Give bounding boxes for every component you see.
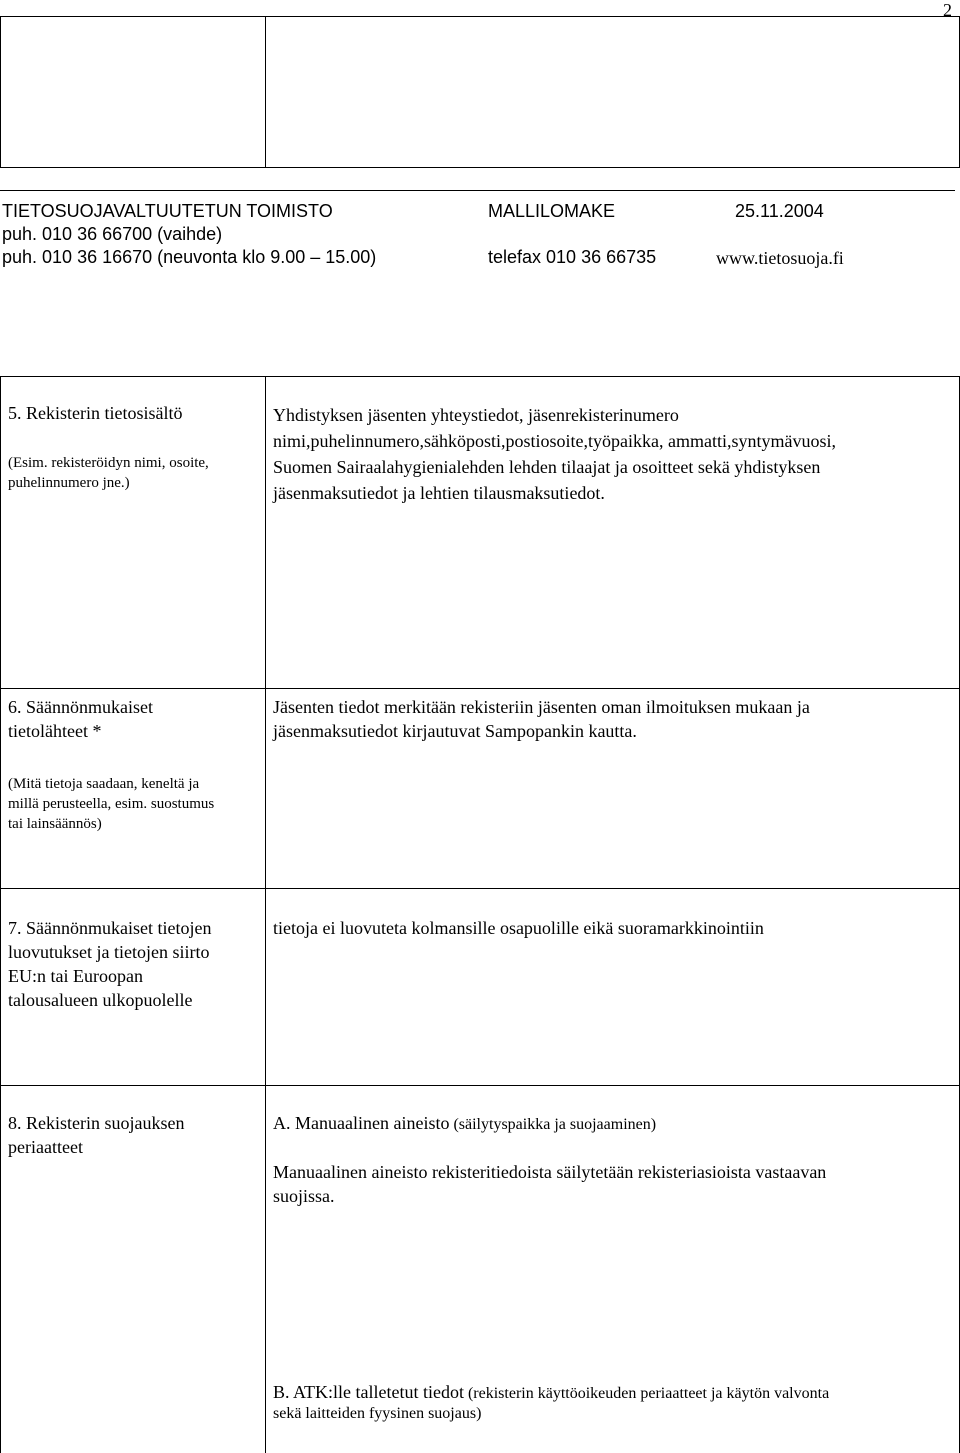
section-5-content: Yhdistyksen jäsenten yhteystiedot, jäsenrekisterinumero nimi,puhelinnumero,sähköposti,postiosoite,työpaikka, ammatti,syntymävuosi, Suomen Sairaalahygienialehden lehden tilaajat ja osoitteet sekä yhdistyksen jäsenmaksutiedot ja lehtien tilausmaksutiedot. [273, 405, 836, 503]
section-7-title: 7. Säännönmukaiset tietojen luovutukset ja tietojen siirto EU:n tai Euroopan talousalueen ulkopuolelle [8, 918, 212, 1010]
form-date: 25.11.2004 [735, 201, 824, 221]
section-8-title: 8. Rekisterin suojauksen periaatteet [8, 1113, 185, 1157]
header-rule [0, 190, 955, 191]
section-6-content: Jäsenten tiedot merkitään rekisteriin jäsenten oman ilmoituksen mukaan ja jäsenmaksutiedot kirjautuvat Sampopankin kautta. [273, 697, 810, 741]
form-type: MALLILOMAKE [488, 201, 616, 221]
fax-number: telefax 010 36 66735 [488, 247, 657, 267]
phone-advice: puh. 010 36 16670 (neuvonta klo 9.00 – 15.00) [2, 247, 377, 267]
top-empty-box [0, 16, 960, 168]
website-link[interactable]: www.tietosuoja.fi [716, 248, 844, 268]
page-number: 2 [943, 0, 952, 20]
row-divider-6-7 [0, 888, 960, 889]
register-table [0, 376, 960, 1453]
top-box-divider [265, 16, 266, 168]
table-column-divider [265, 376, 266, 1453]
row-divider-5-6 [0, 688, 960, 689]
section-7-content: tietoja ei luovuteta kolmansille osapuolille eikä suoramarkkinointiin [273, 918, 764, 938]
office-name: TIETOSUOJAVALTUUTETUN TOIMISTO [2, 201, 333, 221]
section-8-part-a-content: Manuaalinen aineisto rekisteritiedoista säilytetään rekisteriasioista vastaavan suojissa. [273, 1162, 827, 1206]
section-8-part-a-heading: A. Manuaalinen aineisto (säilytyspaikka ja suojaaminen) [273, 1113, 657, 1133]
phone-switchboard: puh. 010 36 66700 (vaihde) [2, 224, 223, 244]
row-divider-7-8 [0, 1085, 960, 1086]
section-6-note: (Mitä tietoja saadaan, keneltä ja millä perusteella, esim. suostumus tai lainsäännös) [8, 776, 215, 832]
section-5-title: 5. Rekisterin tietosisältö [8, 403, 183, 423]
section-8-part-b-note: sekä laitteiden fyysinen suojaus) [273, 1405, 482, 1422]
section-8-part-b-heading: B. ATK:lle talletetut tiedot (rekisterin käyttöoikeuden periaatteet ja käytön valvonta [273, 1382, 830, 1402]
section-6-title: 6. Säännönmukaiset tietolähteet * [8, 697, 153, 741]
section-5-note: (Esim. rekisteröidyn nimi, osoite, puhelinnumero jne.) [8, 455, 209, 491]
